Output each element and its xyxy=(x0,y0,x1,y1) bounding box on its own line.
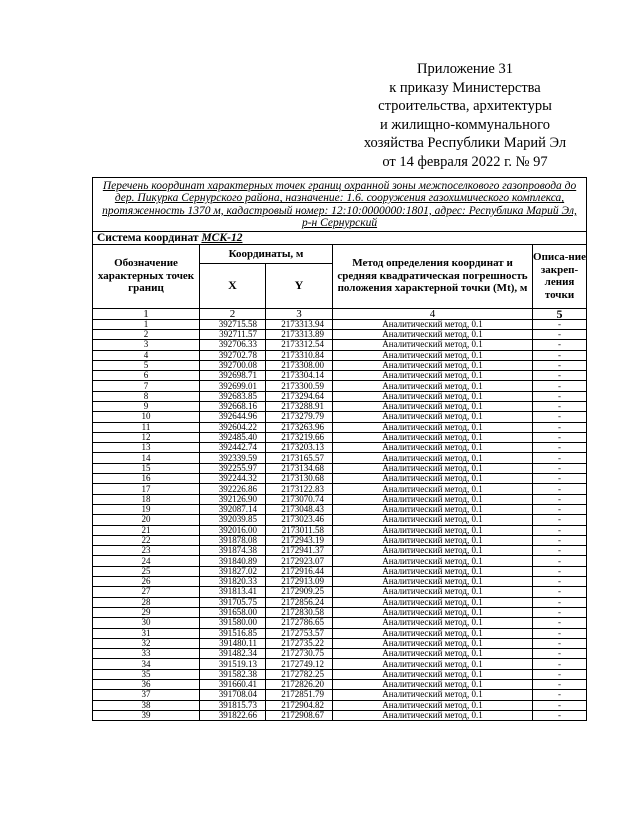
cell-n: 21 xyxy=(93,525,200,535)
cell-y: 2173294.64 xyxy=(266,391,333,401)
cell-n: 27 xyxy=(93,587,200,597)
cell-method: Аналитический метод, 0.1 xyxy=(333,350,533,360)
cell-n: 26 xyxy=(93,577,200,587)
cell-y: 2172916.44 xyxy=(266,566,333,576)
cell-n: 3 xyxy=(93,340,200,350)
cell-method: Аналитический метод, 0.1 xyxy=(333,402,533,412)
cell-n: 31 xyxy=(93,628,200,638)
cell-x: 391516.85 xyxy=(200,628,266,638)
cell-desc: - xyxy=(533,463,587,473)
cell-x: 391519.13 xyxy=(200,659,266,669)
table-row xyxy=(93,535,587,545)
column-number: 3 xyxy=(266,308,333,319)
cell-desc: - xyxy=(533,340,587,350)
cell-y: 2173203.13 xyxy=(266,443,333,453)
table-row xyxy=(93,319,587,329)
table-row xyxy=(93,371,587,381)
table-row xyxy=(93,402,587,412)
cell-x: 392668.16 xyxy=(200,402,266,412)
cell-n: 38 xyxy=(93,700,200,710)
cell-method: Аналитический метод, 0.1 xyxy=(333,504,533,514)
table-row xyxy=(93,618,587,628)
cell-y: 2173023.46 xyxy=(266,515,333,525)
cell-x: 391813.41 xyxy=(200,587,266,597)
cell-n: 33 xyxy=(93,649,200,659)
cell-n: 37 xyxy=(93,690,200,700)
cell-desc: - xyxy=(533,618,587,628)
table-row xyxy=(93,422,587,432)
cell-method: Аналитический метод, 0.1 xyxy=(333,556,533,566)
cell-method: Аналитический метод, 0.1 xyxy=(333,618,533,628)
cell-desc: - xyxy=(533,587,587,597)
cell-method: Аналитический метод, 0.1 xyxy=(333,391,533,401)
cell-x: 391480.11 xyxy=(200,638,266,648)
cell-desc: - xyxy=(533,669,587,679)
cell-x: 391658.00 xyxy=(200,607,266,617)
cell-y: 2173130.68 xyxy=(266,474,333,484)
coordinate-system-value: МСК-12 xyxy=(201,231,243,244)
cell-x: 392039.85 xyxy=(200,515,266,525)
cell-n: 34 xyxy=(93,659,200,669)
cell-y: 2173263.96 xyxy=(266,422,333,432)
cell-method: Аналитический метод, 0.1 xyxy=(333,659,533,669)
cell-desc: - xyxy=(533,319,587,329)
cell-y: 2173313.94 xyxy=(266,319,333,329)
cell-method: Аналитический метод, 0.1 xyxy=(333,319,533,329)
header-y: Y xyxy=(266,263,333,308)
cell-n: 13 xyxy=(93,443,200,453)
cell-y: 2173313.89 xyxy=(266,329,333,339)
cell-y: 2173122.83 xyxy=(266,484,333,494)
cell-n: 22 xyxy=(93,535,200,545)
cell-y: 2172826.20 xyxy=(266,680,333,690)
coordinate-system-row xyxy=(93,231,587,244)
cell-x: 391482.34 xyxy=(200,649,266,659)
cell-method: Аналитический метод, 0.1 xyxy=(333,453,533,463)
cell-method: Аналитический метод, 0.1 xyxy=(333,638,533,648)
table-row xyxy=(93,381,587,391)
cell-method: Аналитический метод, 0.1 xyxy=(333,329,533,339)
cell-n: 18 xyxy=(93,494,200,504)
table-row xyxy=(93,474,587,484)
cell-y: 2172735.22 xyxy=(266,638,333,648)
cell-desc: - xyxy=(533,360,587,370)
column-number: 5 xyxy=(533,308,587,319)
cell-n: 39 xyxy=(93,710,200,720)
cell-method: Аналитический метод, 0.1 xyxy=(333,474,533,484)
cell-y: 2172913.09 xyxy=(266,577,333,587)
cell-n: 17 xyxy=(93,484,200,494)
cell-x: 392711.57 xyxy=(200,329,266,339)
cell-y: 2172730.75 xyxy=(266,649,333,659)
cell-x: 392706.33 xyxy=(200,340,266,350)
cell-desc: - xyxy=(533,649,587,659)
cell-desc: - xyxy=(533,546,587,556)
cell-x: 392702.78 xyxy=(200,350,266,360)
cell-desc: - xyxy=(533,710,587,720)
cell-y: 2172786.65 xyxy=(266,618,333,628)
cell-method: Аналитический метод, 0.1 xyxy=(333,443,533,453)
cell-desc: - xyxy=(533,484,587,494)
cell-n: 2 xyxy=(93,329,200,339)
annex-header xyxy=(350,60,580,171)
cell-y: 2173219.66 xyxy=(266,432,333,442)
cell-x: 392339.59 xyxy=(200,453,266,463)
table-row xyxy=(93,649,587,659)
cell-y: 2172749.12 xyxy=(266,659,333,669)
table-caption: Перечень координат характерных точек границ охранной зоны межпоселкового газопровода до дер. Пикурка Сернурского района, назначение: 1.6. сооружения газохимического комплекса, протяженность 1370 м, кадастровый номер: 12:10:0000000:1801, адрес: Республика Марий Эл, р-н Сернурский xyxy=(93,178,587,232)
cell-y: 2173070.74 xyxy=(266,494,333,504)
cell-desc: - xyxy=(533,504,587,514)
cell-desc: - xyxy=(533,577,587,587)
annex-line: Приложение 31 xyxy=(417,61,513,77)
cell-desc: - xyxy=(533,515,587,525)
cell-x: 392244.32 xyxy=(200,474,266,484)
cell-y: 2173279.79 xyxy=(266,412,333,422)
cell-method: Аналитический метод, 0.1 xyxy=(333,535,533,545)
table-row xyxy=(93,700,587,710)
cell-n: 5 xyxy=(93,360,200,370)
table-row xyxy=(93,350,587,360)
table-row xyxy=(93,432,587,442)
cell-y: 2173310.84 xyxy=(266,350,333,360)
annex-line: строительства, архитектуры xyxy=(378,98,552,114)
cell-x: 392087.14 xyxy=(200,504,266,514)
annex-line: от 14 февраля 2022 г. № 97 xyxy=(382,153,548,170)
cell-n: 15 xyxy=(93,463,200,473)
table-row xyxy=(93,360,587,370)
cell-n: 23 xyxy=(93,546,200,556)
cell-desc: - xyxy=(533,381,587,391)
annex-line: к приказу Министерства xyxy=(389,79,541,96)
cell-method: Аналитический метод, 0.1 xyxy=(333,525,533,535)
table-row xyxy=(93,669,587,679)
cell-n: 10 xyxy=(93,412,200,422)
header-desc: Описа-ние закреп-ления точки xyxy=(533,244,587,308)
cell-n: 12 xyxy=(93,432,200,442)
cell-x: 392126.90 xyxy=(200,494,266,504)
table-row xyxy=(93,566,587,576)
cell-method: Аналитический метод, 0.1 xyxy=(333,371,533,381)
cell-x: 391582.38 xyxy=(200,669,266,679)
cell-method: Аналитический метод, 0.1 xyxy=(333,680,533,690)
table-row xyxy=(93,329,587,339)
cell-method: Аналитический метод, 0.1 xyxy=(333,340,533,350)
cell-method: Аналитический метод, 0.1 xyxy=(333,649,533,659)
column-number: 2 xyxy=(200,308,266,319)
table-row xyxy=(93,391,587,401)
cell-method: Аналитический метод, 0.1 xyxy=(333,669,533,679)
cell-method: Аналитический метод, 0.1 xyxy=(333,710,533,720)
cell-y: 2173134.68 xyxy=(266,463,333,473)
cell-n: 4 xyxy=(93,350,200,360)
cell-y: 2173165.57 xyxy=(266,453,333,463)
cell-n: 19 xyxy=(93,504,200,514)
cell-y: 2172782.25 xyxy=(266,669,333,679)
cell-desc: - xyxy=(533,607,587,617)
cell-n: 29 xyxy=(93,607,200,617)
cell-desc: - xyxy=(533,329,587,339)
cell-x: 392698.71 xyxy=(200,371,266,381)
column-number: 4 xyxy=(333,308,533,319)
coordinates-table xyxy=(92,177,587,721)
cell-y: 2173288.91 xyxy=(266,402,333,412)
cell-method: Аналитический метод, 0.1 xyxy=(333,422,533,432)
cell-n: 11 xyxy=(93,422,200,432)
cell-method: Аналитический метод, 0.1 xyxy=(333,628,533,638)
cell-desc: - xyxy=(533,391,587,401)
cell-n: 32 xyxy=(93,638,200,648)
cell-x: 392016.00 xyxy=(200,525,266,535)
cell-x: 391580.00 xyxy=(200,618,266,628)
cell-method: Аналитический метод, 0.1 xyxy=(333,577,533,587)
cell-method: Аналитический метод, 0.1 xyxy=(333,360,533,370)
table-row xyxy=(93,659,587,669)
cell-y: 2172908.67 xyxy=(266,710,333,720)
header-coords: Координаты, м xyxy=(200,244,333,263)
cell-y: 2172909.25 xyxy=(266,587,333,597)
column-number: 1 xyxy=(93,308,200,319)
cell-method: Аналитический метод, 0.1 xyxy=(333,597,533,607)
cell-desc: - xyxy=(533,443,587,453)
column-numbers-row xyxy=(93,308,587,319)
cell-y: 2173304.14 xyxy=(266,371,333,381)
table-row xyxy=(93,515,587,525)
cell-x: 392604.22 xyxy=(200,422,266,432)
cell-method: Аналитический метод, 0.1 xyxy=(333,484,533,494)
cell-desc: - xyxy=(533,690,587,700)
cell-x: 391874.38 xyxy=(200,546,266,556)
cell-x: 391820.33 xyxy=(200,577,266,587)
cell-y: 2172941.37 xyxy=(266,546,333,556)
table-row xyxy=(93,587,587,597)
cell-desc: - xyxy=(533,638,587,648)
cell-y: 2172753.57 xyxy=(266,628,333,638)
cell-method: Аналитический метод, 0.1 xyxy=(333,412,533,422)
cell-desc: - xyxy=(533,659,587,669)
table-row xyxy=(93,577,587,587)
table-row xyxy=(93,525,587,535)
cell-x: 391840.89 xyxy=(200,556,266,566)
cell-n: 24 xyxy=(93,556,200,566)
cell-method: Аналитический метод, 0.1 xyxy=(333,690,533,700)
cell-y: 2173048.43 xyxy=(266,504,333,514)
cell-x: 392442.74 xyxy=(200,443,266,453)
cell-desc: - xyxy=(533,350,587,360)
table-row xyxy=(93,340,587,350)
cell-method: Аналитический метод, 0.1 xyxy=(333,494,533,504)
cell-x: 392485.40 xyxy=(200,432,266,442)
cell-method: Аналитический метод, 0.1 xyxy=(333,566,533,576)
cell-method: Аналитический метод, 0.1 xyxy=(333,546,533,556)
cell-method: Аналитический метод, 0.1 xyxy=(333,515,533,525)
table-row xyxy=(93,484,587,494)
table-row xyxy=(93,597,587,607)
cell-desc: - xyxy=(533,453,587,463)
cell-method: Аналитический метод, 0.1 xyxy=(333,381,533,391)
cell-method: Аналитический метод, 0.1 xyxy=(333,700,533,710)
table-row xyxy=(93,680,587,690)
annex-line: хозяйства Республики Марий Эл xyxy=(363,135,567,151)
cell-y: 2173011.58 xyxy=(266,525,333,535)
table-row xyxy=(93,638,587,648)
cell-n: 14 xyxy=(93,453,200,463)
cell-method: Аналитический метод, 0.1 xyxy=(333,432,533,442)
cell-y: 2173300.59 xyxy=(266,381,333,391)
cell-x: 391827.02 xyxy=(200,566,266,576)
cell-x: 392644.96 xyxy=(200,412,266,422)
coordinate-system-label: Система координат xyxy=(97,231,202,244)
cell-n: 35 xyxy=(93,669,200,679)
cell-desc: - xyxy=(533,525,587,535)
header-x: X xyxy=(200,263,266,308)
annex-line: и жилищно-коммунального xyxy=(379,116,551,133)
cell-desc: - xyxy=(533,412,587,422)
table-row xyxy=(93,546,587,556)
cell-y: 2172830.58 xyxy=(266,607,333,617)
cell-method: Аналитический метод, 0.1 xyxy=(333,463,533,473)
table-row xyxy=(93,607,587,617)
table-row xyxy=(93,690,587,700)
cell-x: 391708.04 xyxy=(200,690,266,700)
cell-x: 391705.75 xyxy=(200,597,266,607)
cell-n: 1 xyxy=(93,319,200,329)
cell-n: 9 xyxy=(93,402,200,412)
cell-y: 2172856.24 xyxy=(266,597,333,607)
cell-y: 2172851.79 xyxy=(266,690,333,700)
header-point: Обозначение характерных точек границ xyxy=(93,244,200,308)
cell-n: 30 xyxy=(93,618,200,628)
cell-desc: - xyxy=(533,700,587,710)
cell-desc: - xyxy=(533,628,587,638)
table-row xyxy=(93,556,587,566)
cell-n: 36 xyxy=(93,680,200,690)
cell-y: 2172923.07 xyxy=(266,556,333,566)
table-row xyxy=(93,412,587,422)
cell-y: 2173312.54 xyxy=(266,340,333,350)
header-method: Метод определения координат и средняя квадратическая погрешность положения характерной точки (Mt), м xyxy=(333,244,533,308)
cell-y: 2173308.00 xyxy=(266,360,333,370)
cell-n: 7 xyxy=(93,381,200,391)
cell-desc: - xyxy=(533,597,587,607)
table-row xyxy=(93,710,587,720)
cell-desc: - xyxy=(533,432,587,442)
cell-x: 392683.85 xyxy=(200,391,266,401)
cell-x: 391815.73 xyxy=(200,700,266,710)
table-row xyxy=(93,628,587,638)
cell-x: 392699.01 xyxy=(200,381,266,391)
cell-n: 28 xyxy=(93,597,200,607)
cell-desc: - xyxy=(533,566,587,576)
cell-method: Аналитический метод, 0.1 xyxy=(333,587,533,597)
cell-desc: - xyxy=(533,535,587,545)
cell-x: 392700.08 xyxy=(200,360,266,370)
cell-x: 392715.58 xyxy=(200,319,266,329)
cell-x: 391660.41 xyxy=(200,680,266,690)
cell-y: 2172904.82 xyxy=(266,700,333,710)
cell-x: 391822.66 xyxy=(200,710,266,720)
cell-n: 25 xyxy=(93,566,200,576)
table-row xyxy=(93,463,587,473)
cell-n: 8 xyxy=(93,391,200,401)
cell-y: 2172943.19 xyxy=(266,535,333,545)
cell-desc: - xyxy=(533,422,587,432)
cell-x: 391878.08 xyxy=(200,535,266,545)
table-row xyxy=(93,494,587,504)
cell-desc: - xyxy=(533,474,587,484)
table-row xyxy=(93,504,587,514)
table-row xyxy=(93,443,587,453)
cell-desc: - xyxy=(533,494,587,504)
cell-n: 16 xyxy=(93,474,200,484)
cell-desc: - xyxy=(533,371,587,381)
cell-n: 6 xyxy=(93,371,200,381)
cell-x: 392226.86 xyxy=(200,484,266,494)
cell-desc: - xyxy=(533,556,587,566)
cell-n: 20 xyxy=(93,515,200,525)
cell-desc: - xyxy=(533,680,587,690)
cell-desc: - xyxy=(533,402,587,412)
cell-method: Аналитический метод, 0.1 xyxy=(333,607,533,617)
table-row xyxy=(93,453,587,463)
cell-x: 392255.97 xyxy=(200,463,266,473)
